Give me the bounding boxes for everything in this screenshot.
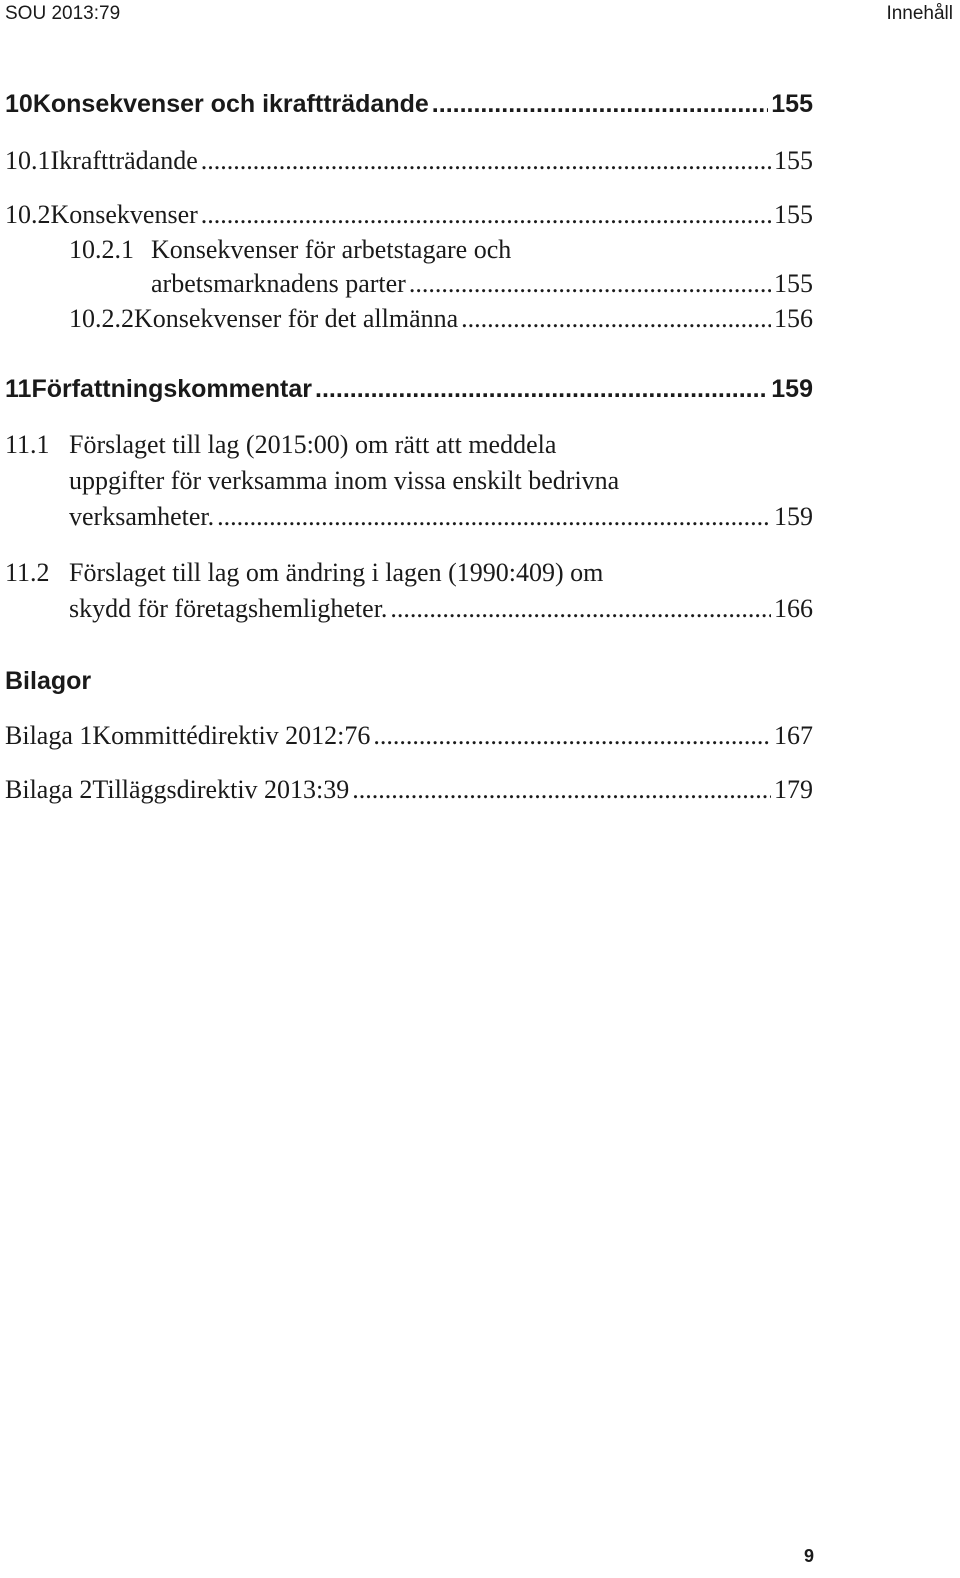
running-header bbox=[5, 3, 953, 31]
toc-page: 159 bbox=[774, 502, 813, 531]
toc-title: Konsekvenser bbox=[50, 200, 198, 229]
toc-number: 10.2.2 bbox=[69, 304, 134, 333]
report-id: SOU 2013:79 bbox=[5, 3, 121, 24]
toc-appendix-2[interactable] bbox=[5, 775, 813, 805]
toc-title: Konsekvenser för det allmänna bbox=[134, 304, 459, 333]
toc-number: 11 bbox=[5, 375, 32, 403]
toc-title-line: skydd för företagshemligheter. bbox=[69, 594, 388, 623]
toc-section-10-2[interactable] bbox=[5, 200, 813, 230]
toc-page: 179 bbox=[774, 775, 813, 804]
dot-leader bbox=[373, 721, 771, 751]
toc-page: 156 bbox=[774, 304, 813, 333]
dot-leader bbox=[201, 146, 771, 176]
dot-leader bbox=[409, 269, 771, 299]
toc-section-11-2[interactable] bbox=[5, 558, 813, 632]
toc-page: 155 bbox=[774, 269, 813, 298]
toc-number: 11.1 bbox=[5, 430, 50, 459]
toc-title: Tilläggsdirektiv 2013:39 bbox=[92, 775, 350, 804]
toc-section-10-2-2[interactable] bbox=[69, 304, 813, 334]
toc-page: 155 bbox=[774, 146, 813, 175]
dot-leader bbox=[432, 90, 768, 119]
toc-title: Konsekvenser och ikraftträdande bbox=[32, 90, 429, 118]
toc-page: 167 bbox=[774, 721, 813, 750]
toc-title-line: verksamheter. bbox=[69, 502, 215, 531]
toc-title-line: Förslaget till lag (2015:00) om rätt att meddela bbox=[69, 430, 557, 459]
toc-number: 10.2 bbox=[5, 200, 51, 229]
dot-leader bbox=[352, 775, 771, 805]
toc-section-10-2-1[interactable] bbox=[5, 235, 813, 305]
toc-page: 166 bbox=[774, 594, 813, 623]
toc-appendix-1[interactable] bbox=[5, 721, 813, 751]
toc-title-line: arbetsmarknadens parter bbox=[151, 269, 406, 298]
toc-number: Bilaga 2 bbox=[5, 775, 93, 804]
toc-title: Författningskommentar bbox=[31, 375, 313, 403]
toc-number: 10.2.1 bbox=[69, 235, 134, 264]
dot-leader bbox=[201, 200, 771, 230]
toc-title-line: Förslaget till lag om ändring i lagen (1990:409) om bbox=[69, 558, 604, 587]
dot-leader bbox=[315, 375, 768, 404]
toc-page: 155 bbox=[774, 200, 813, 229]
page-number: 9 bbox=[803, 1546, 814, 1566]
toc-section-11-1[interactable] bbox=[5, 430, 813, 540]
toc-page: 155 bbox=[771, 90, 813, 118]
dot-leader bbox=[390, 594, 771, 624]
toc-number: 11.2 bbox=[5, 558, 50, 587]
section-title: Innehåll bbox=[886, 3, 953, 24]
toc-title-line: Konsekvenser för arbetstagare och bbox=[151, 235, 512, 264]
appendices-heading: Bilagor bbox=[5, 667, 92, 695]
dot-leader bbox=[461, 304, 771, 334]
dot-leader bbox=[217, 502, 771, 532]
toc-section-10-1[interactable] bbox=[5, 146, 813, 176]
toc-chapter-11[interactable] bbox=[5, 375, 813, 404]
toc-number: Bilaga 1 bbox=[5, 721, 93, 750]
toc-title: Ikraftträdande bbox=[50, 146, 198, 175]
toc-title: Kommittédirektiv 2012:76 bbox=[92, 721, 371, 750]
toc-chapter-10[interactable] bbox=[5, 90, 813, 119]
toc-page: 159 bbox=[771, 375, 813, 403]
toc-title-line: uppgifter för verksamma inom vissa enskilt bedrivna bbox=[69, 466, 620, 495]
toc-number: 10.1 bbox=[5, 146, 51, 175]
toc-number: 10 bbox=[5, 90, 33, 118]
